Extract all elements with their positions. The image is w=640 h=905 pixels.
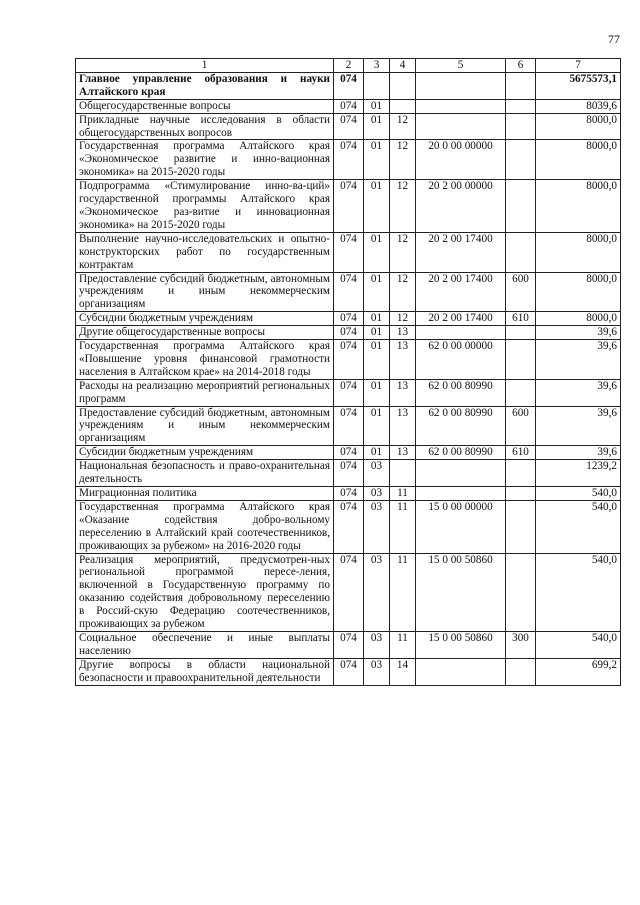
table-row bbox=[76, 460, 621, 487]
row-ved: 074 bbox=[334, 99, 364, 113]
row-ved: 074 bbox=[334, 326, 364, 340]
row-csr bbox=[416, 72, 506, 99]
row-sum: 39,6 bbox=[536, 406, 621, 446]
row-ved: 074 bbox=[334, 379, 364, 406]
row-vr: 600 bbox=[506, 406, 536, 446]
row-vr bbox=[506, 99, 536, 113]
row-ved: 074 bbox=[334, 446, 364, 460]
row-sum: 8000,0 bbox=[536, 232, 621, 272]
row-rz: 03 bbox=[364, 553, 390, 631]
row-ved: 074 bbox=[334, 72, 364, 99]
budget-table bbox=[75, 58, 621, 686]
row-pr: 11 bbox=[390, 500, 416, 553]
row-pr: 13 bbox=[390, 326, 416, 340]
table-row bbox=[76, 232, 621, 272]
row-ved: 074 bbox=[334, 460, 364, 487]
row-csr: 62 0 00 80990 bbox=[416, 446, 506, 460]
row-pr: 11 bbox=[390, 487, 416, 501]
row-vr bbox=[506, 460, 536, 487]
row-pr: 12 bbox=[390, 232, 416, 272]
table-row bbox=[76, 487, 621, 501]
row-name: Прикладные научные исследования в области общегосударственных вопросов bbox=[76, 113, 334, 140]
row-csr bbox=[416, 326, 506, 340]
row-pr: 12 bbox=[390, 312, 416, 326]
row-ved: 074 bbox=[334, 658, 364, 685]
header-col-3: 3 bbox=[364, 59, 390, 73]
row-sum: 699,2 bbox=[536, 658, 621, 685]
row-name: Другие общегосударственные вопросы bbox=[76, 326, 334, 340]
row-sum: 1239,2 bbox=[536, 460, 621, 487]
table-body bbox=[76, 72, 621, 685]
row-ved: 074 bbox=[334, 631, 364, 658]
table-row bbox=[76, 340, 621, 380]
row-sum: 8000,0 bbox=[536, 272, 621, 312]
row-rz bbox=[364, 72, 390, 99]
row-name: Социальное обеспечение и иные выплаты населению bbox=[76, 631, 334, 658]
row-pr: 12 bbox=[390, 272, 416, 312]
row-rz: 01 bbox=[364, 113, 390, 140]
row-sum: 39,6 bbox=[536, 326, 621, 340]
row-name: Национальная безопасность и право-охранительная деятельность bbox=[76, 460, 334, 487]
row-rz: 03 bbox=[364, 500, 390, 553]
row-rz: 01 bbox=[364, 180, 390, 233]
row-rz: 01 bbox=[364, 232, 390, 272]
row-name: Главное управление образования и науки Алтайского края bbox=[76, 72, 334, 99]
header-col-5: 5 bbox=[416, 59, 506, 73]
table-row bbox=[76, 180, 621, 233]
row-pr: 13 bbox=[390, 446, 416, 460]
table-row bbox=[76, 631, 621, 658]
table-row bbox=[76, 140, 621, 180]
row-ved: 074 bbox=[334, 113, 364, 140]
row-name: Расходы на реализацию мероприятий региональных программ bbox=[76, 379, 334, 406]
row-rz: 01 bbox=[364, 446, 390, 460]
row-rz: 01 bbox=[364, 340, 390, 380]
row-csr: 20 0 00 00000 bbox=[416, 140, 506, 180]
row-sum: 540,0 bbox=[536, 500, 621, 553]
row-rz: 01 bbox=[364, 379, 390, 406]
table-row bbox=[76, 113, 621, 140]
row-rz: 01 bbox=[364, 312, 390, 326]
row-name: Предоставление субсидий бюджетным, автономным учреждениям и иным некоммерческим организациям bbox=[76, 272, 334, 312]
row-rz: 03 bbox=[364, 658, 390, 685]
row-sum: 8000,0 bbox=[536, 312, 621, 326]
row-csr: 15 0 00 00000 bbox=[416, 500, 506, 553]
row-csr bbox=[416, 658, 506, 685]
row-csr bbox=[416, 460, 506, 487]
row-vr bbox=[506, 326, 536, 340]
row-ved: 074 bbox=[334, 140, 364, 180]
header-row bbox=[76, 59, 621, 73]
header-col-2: 2 bbox=[334, 59, 364, 73]
row-ved: 074 bbox=[334, 232, 364, 272]
row-sum: 8039,6 bbox=[536, 99, 621, 113]
row-rz: 01 bbox=[364, 326, 390, 340]
row-csr: 62 0 00 80990 bbox=[416, 379, 506, 406]
row-ved: 074 bbox=[334, 340, 364, 380]
row-vr bbox=[506, 113, 536, 140]
row-pr: 13 bbox=[390, 406, 416, 446]
page-number: 77 bbox=[608, 32, 620, 46]
row-sum: 8000,0 bbox=[536, 140, 621, 180]
row-name: Другие вопросы в области национальной безопасности и правоохранительной деятельности bbox=[76, 658, 334, 685]
row-vr: 300 bbox=[506, 631, 536, 658]
row-name: Подпрограмма «Стимулирование инно-ва-ций» государственной программы Алтайского края «Экономическое раз-витие и инновационная экономика» на 2015-2020 годы bbox=[76, 180, 334, 233]
row-csr: 20 2 00 17400 bbox=[416, 272, 506, 312]
row-sum: 39,6 bbox=[536, 379, 621, 406]
row-csr bbox=[416, 99, 506, 113]
row-ved: 074 bbox=[334, 487, 364, 501]
row-vr bbox=[506, 340, 536, 380]
row-sum: 540,0 bbox=[536, 631, 621, 658]
table-row bbox=[76, 379, 621, 406]
row-sum: 540,0 bbox=[536, 487, 621, 501]
row-vr bbox=[506, 500, 536, 553]
header-col-7: 7 bbox=[536, 59, 621, 73]
row-vr bbox=[506, 379, 536, 406]
row-rz: 03 bbox=[364, 460, 390, 487]
row-rz: 01 bbox=[364, 406, 390, 446]
table-row bbox=[76, 312, 621, 326]
row-vr bbox=[506, 232, 536, 272]
row-pr: 12 bbox=[390, 113, 416, 140]
row-vr bbox=[506, 487, 536, 501]
row-csr: 20 2 00 17400 bbox=[416, 312, 506, 326]
row-pr: 11 bbox=[390, 553, 416, 631]
row-ved: 074 bbox=[334, 312, 364, 326]
row-sum: 8000,0 bbox=[536, 180, 621, 233]
row-name: Государственная программа Алтайского края «Экономическое развитие и инно-вационная экономика» на 2015-2020 годы bbox=[76, 140, 334, 180]
row-csr bbox=[416, 113, 506, 140]
row-rz: 01 bbox=[364, 272, 390, 312]
row-csr: 20 2 00 17400 bbox=[416, 232, 506, 272]
row-ved: 074 bbox=[334, 553, 364, 631]
table-row bbox=[76, 658, 621, 685]
header-col-1: 1 bbox=[76, 59, 334, 73]
row-ved: 074 bbox=[334, 272, 364, 312]
row-rz: 01 bbox=[364, 140, 390, 180]
table-row bbox=[76, 406, 621, 446]
row-csr: 62 0 00 00000 bbox=[416, 340, 506, 380]
row-pr: 13 bbox=[390, 340, 416, 380]
table-row bbox=[76, 99, 621, 113]
row-ved: 074 bbox=[334, 500, 364, 553]
row-pr: 13 bbox=[390, 379, 416, 406]
row-pr bbox=[390, 72, 416, 99]
row-name: Миграционная политика bbox=[76, 487, 334, 501]
row-pr: 14 bbox=[390, 658, 416, 685]
row-pr: 12 bbox=[390, 180, 416, 233]
row-sum: 39,6 bbox=[536, 446, 621, 460]
table-row bbox=[76, 553, 621, 631]
table-row bbox=[76, 72, 621, 99]
header-col-6: 6 bbox=[506, 59, 536, 73]
row-name: Субсидии бюджетным учреждениям bbox=[76, 312, 334, 326]
table-row bbox=[76, 500, 621, 553]
row-vr: 610 bbox=[506, 312, 536, 326]
row-csr: 62 0 00 80990 bbox=[416, 406, 506, 446]
row-ved: 074 bbox=[334, 180, 364, 233]
row-rz: 01 bbox=[364, 99, 390, 113]
row-vr: 600 bbox=[506, 272, 536, 312]
row-vr bbox=[506, 140, 536, 180]
row-name: Государственная программа Алтайского края «Повышение уровня финансовой грамотности населения в Алтайском крае» на 2014-2018 годы bbox=[76, 340, 334, 380]
row-vr bbox=[506, 658, 536, 685]
row-pr: 11 bbox=[390, 631, 416, 658]
row-name: Государственная программа Алтайского края «Оказание содействия добро-вольному переселению в Алтайский край соотечественников, проживающих за рубежом» на 2016-2020 годы bbox=[76, 500, 334, 553]
header-col-4: 4 bbox=[390, 59, 416, 73]
row-sum: 39,6 bbox=[536, 340, 621, 380]
row-rz: 03 bbox=[364, 487, 390, 501]
row-ved: 074 bbox=[334, 406, 364, 446]
row-vr bbox=[506, 72, 536, 99]
row-name: Предоставление субсидий бюджетным, автономным учреждениям и иным некоммерческим организациям bbox=[76, 406, 334, 446]
row-pr bbox=[390, 99, 416, 113]
row-name: Субсидии бюджетным учреждениям bbox=[76, 446, 334, 460]
table-row bbox=[76, 446, 621, 460]
row-name: Реализация мероприятий, предусмотрен-ных региональной программой пересе-ления, включенной в Государственную программу по оказанию содействия добровольному переселению в Россий-скую Федерацию соотечественников, проживающих за рубежом bbox=[76, 553, 334, 631]
row-name: Выполнение научно-исследовательских и опытно-конструкторских работ по государственным контрактам bbox=[76, 232, 334, 272]
row-csr: 15 0 00 50860 bbox=[416, 553, 506, 631]
row-sum: 5675573,1 bbox=[536, 72, 621, 99]
row-name: Общегосударственные вопросы bbox=[76, 99, 334, 113]
row-csr: 15 0 00 50860 bbox=[416, 631, 506, 658]
table-row bbox=[76, 272, 621, 312]
row-vr: 610 bbox=[506, 446, 536, 460]
row-vr bbox=[506, 553, 536, 631]
row-pr bbox=[390, 460, 416, 487]
table-row bbox=[76, 326, 621, 340]
row-pr: 12 bbox=[390, 140, 416, 180]
row-sum: 540,0 bbox=[536, 553, 621, 631]
row-rz: 03 bbox=[364, 631, 390, 658]
row-csr: 20 2 00 00000 bbox=[416, 180, 506, 233]
row-vr bbox=[506, 180, 536, 233]
row-csr bbox=[416, 487, 506, 501]
row-sum: 8000,0 bbox=[536, 113, 621, 140]
